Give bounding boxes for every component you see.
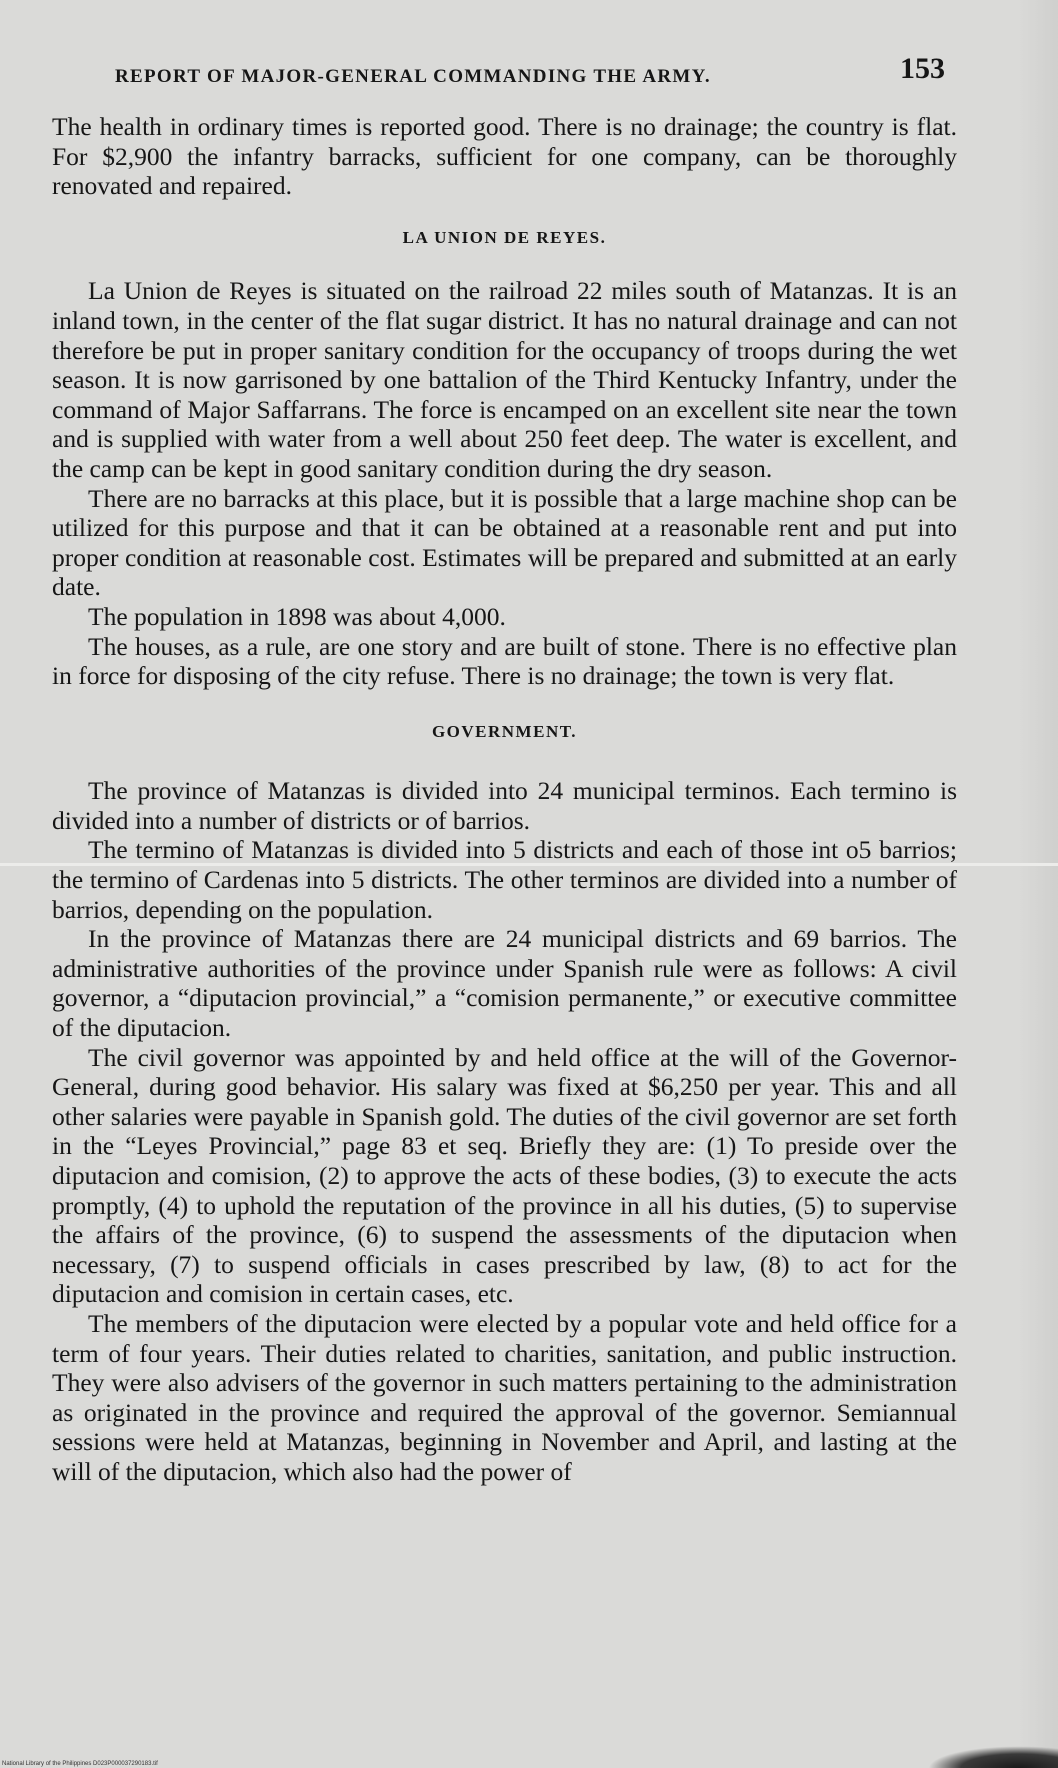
paragraph-union-population: The population in 1898 was about 4,000.: [88, 601, 506, 631]
paragraph-gov-diputacion: The members of the diputacion were elected by a popular vote and held office for a term of four years. Their duties related to charities, sanitation, and public instruction. They were also advisers of the governor in such matters pertaining to the administration as originated in the province and required the approval of the governor. Semiannual sessions were held at Matanzas, beginning in November and April, and lasting at the will of the diputacion, which also had the power of: [52, 1308, 957, 1486]
section-heading-government: GOVERNMENT.: [431, 721, 578, 741]
paragraph-union-barracks: There are no barracks at this place, but it is possible that a large machine shop can be utilized for this purpose and that it can be obtained at a reasonable rent and put into proper condition at reasonable cost. Estimates will be prepared and submitted at an early date.: [52, 483, 957, 602]
paragraph-gov-authorities: In the province of Matanzas there are 24 municipal districts and 69 barrios. The administrative authorities of the province under Spanish rule were as follows: A civil governor, a “diputacion provincial,” a “comision permanente,” or executive committee of the diputacion.: [52, 924, 957, 1043]
scan-shadow: [1018, 0, 1058, 1768]
section-heading-la-union-de-reyes: LA UNION DE REYES.: [402, 227, 607, 247]
paragraph-intro: The health in ordinary times is reported good. There is no drainage; the country is flat. For $2,900 the infantry barracks, sufficient for one company, can be thoroughly renovated and repaired.: [52, 112, 957, 201]
page-number: 153: [900, 52, 945, 85]
running-head: REPORT OF MAJOR-GENERAL COMMANDING THE ARMY.: [115, 66, 711, 87]
paragraph-union-houses: The houses, as a rule, are one story and are built of stone. There is no effective plan in force for disposing of the city refuse. There is no drainage; the town is very flat.: [52, 631, 957, 691]
scan-corner-artifact: [928, 1746, 1058, 1768]
page-body: [52, 112, 957, 1487]
scan-credit: National Library of the Philippines D023P000037290183.tif: [2, 1761, 158, 1767]
paragraph-gov-civil-governor: The civil governor was appointed by and held office at the will of the Governor-General, during good behavior. His salary was fixed at $6,250 per year. This and all other salaries were payable in Spanish gold. The duties of the civil governor are set forth in the “Leyes Provincial,” page 83 et seq. Briefly they are: (1) To preside over the diputacion and comision, (2) to approve the acts of these bodies, (3) to execute the acts promptly, (4) to uphold the reputation of the province in all his duties, (5) to supervise the affairs of the province, (6) to suspend the assessments of the diputacion when necessary, (7) to suspend officials in cases prescribed by law, (8) to act for the diputacion and comision in certain cases, etc.: [52, 1042, 957, 1309]
paragraph-gov-terminos: The province of Matanzas is divided into 24 municipal terminos. Each termino is divided into a number of districts or of barrios.: [52, 776, 957, 835]
page-header: [115, 52, 945, 92]
paragraph-union-location: La Union de Reyes is situated on the railroad 22 miles south of Matanzas. It is an inland town, in the center of the flat sugar district. It has no natural drainage and can not therefore be put in proper sanitary condition for the occupancy of troops during the wet season. It is now garrisoned by one battalion of the Third Kentucky Infantry, under the command of Major Saffarrans. The force is encamped on an excellent site near the town and is supplied with water from a well about 250 feet deep. The water is excellent, and the camp can be kept in good sanitary condition during the dry season.: [52, 276, 957, 483]
paragraph-gov-districts: The termino of Matanzas is divided into 5 districts and each of those int o5 barrios; the termino of Cardenas into 5 districts. The other terminos are divided into a number of barrios, depending on the population.: [52, 835, 957, 924]
